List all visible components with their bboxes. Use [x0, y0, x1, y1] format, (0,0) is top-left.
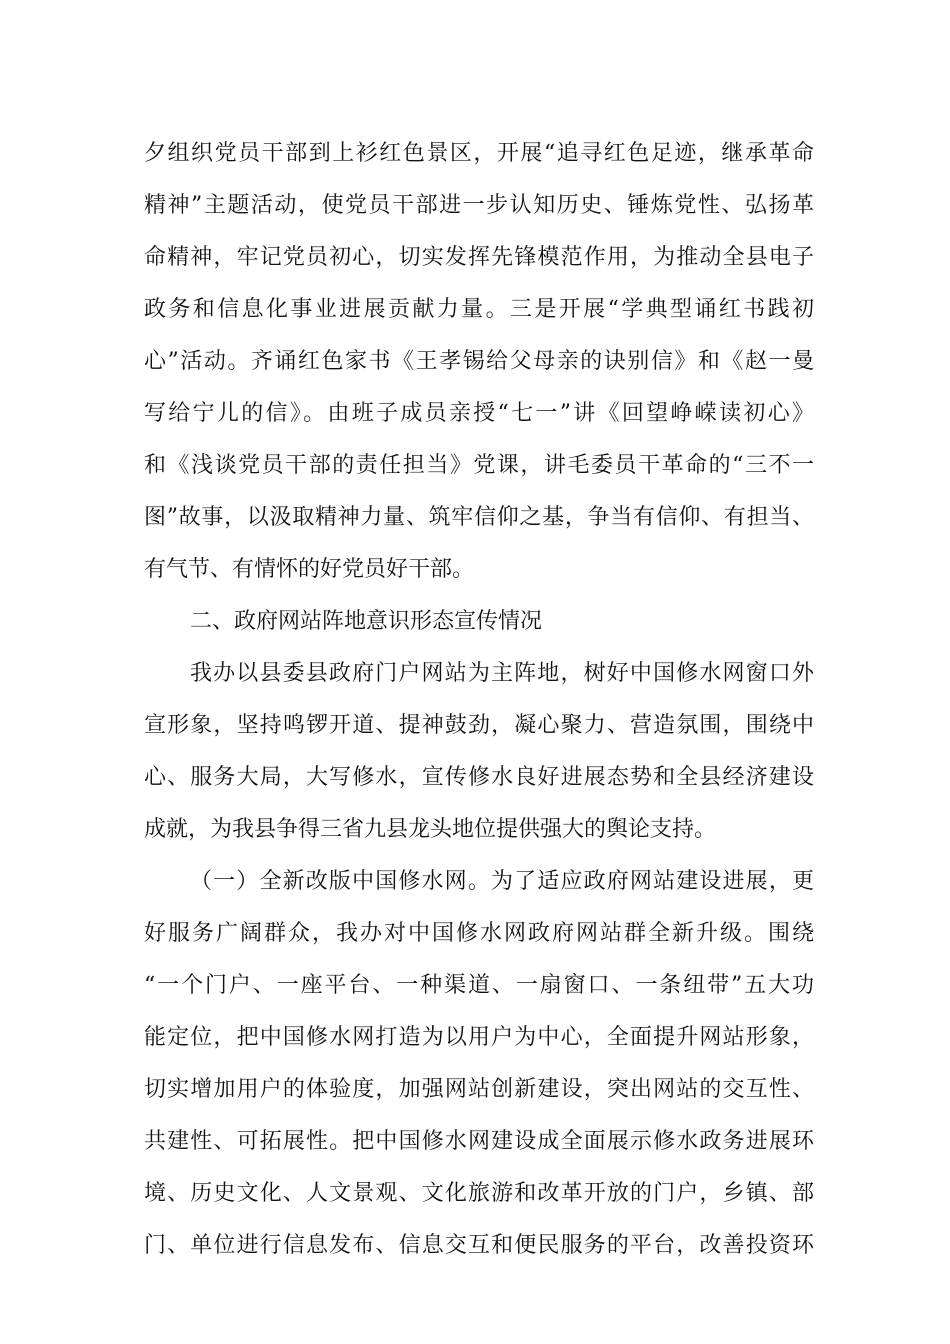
section-heading: 二、政府网站阵地意识形态宣传情况 [190, 609, 543, 634]
text-line: 能定位，把中国修水网打造为以用户为中心，全面提升网站形象， [144, 1025, 814, 1050]
text-line: 境、历史文化、人文景观、文化旅游和改革开放的门户，乡镇、部 [144, 1181, 814, 1206]
text-line: 心、服务大局，大写修水，宣传修水良好进展态势和全县经济建设 [144, 765, 814, 790]
text-line: 夕组织党员干部到上衫红色景区，开展“追寻红色足迹，继承革命 [144, 141, 814, 166]
text-line: 写给宁儿的信》。由班子成员亲授“七一”讲《回望峥嵘读初心》 [144, 401, 814, 426]
text-line: 共建性、可拓展性。把中国修水网建设成全面展示修水政务进展环 [144, 1129, 814, 1154]
text-line: 宣形象，坚持鸣锣开道、提神鼓劲，凝心聚力、营造氛围，围绕中 [144, 713, 814, 738]
text-line: 有气节、有情怀的好党员好干部。 [144, 557, 475, 582]
text-line: 成就，为我县争得三省九县龙头地位提供强大的舆论支持。 [144, 817, 717, 842]
text-line: “一个门户、一座平台、一种渠道、一扇窗口、一条纽带”五大功 [144, 973, 814, 998]
text-line: 好服务广阔群众，我办对中国修水网政府网站群全新升级。围绕 [144, 921, 814, 946]
text-line: 政务和信息化事业进展贡献力量。三是开展“学典型诵红书践初 [144, 297, 814, 322]
text-line: 图”故事，以汲取精神力量、筑牢信仰之基，争当有信仰、有担当、 [144, 505, 814, 530]
text-line: 命精神，牢记党员初心，切实发挥先锋模范作用，为推动全县电子 [144, 245, 814, 270]
text-line: 门、单位进行信息发布、信息交互和便民服务的平台，改善投资环 [144, 1233, 814, 1258]
text-line: 心”活动。齐诵红色家书《王孝锡给父母亲的诀别信》和《赵一曼 [144, 349, 814, 374]
text-line: 切实增加用户的体验度，加强网站创新建设，突出网站的交互性、 [144, 1077, 814, 1102]
text-line: 我办以县委县政府门户网站为主阵地，树好中国修水网窗口外 [190, 661, 814, 686]
text-line: 和《浅谈党员干部的责任担当》党课，讲毛委员干革命的“三不一 [144, 453, 814, 478]
text-line: 精神”主题活动，使党员干部进一步认知历史、锤炼党性、弘扬革 [144, 193, 814, 218]
document-body [144, 128, 814, 1272]
subsection-line: （一）全新改版中国修水网。为了适应政府网站建设进展，更 [190, 869, 814, 894]
